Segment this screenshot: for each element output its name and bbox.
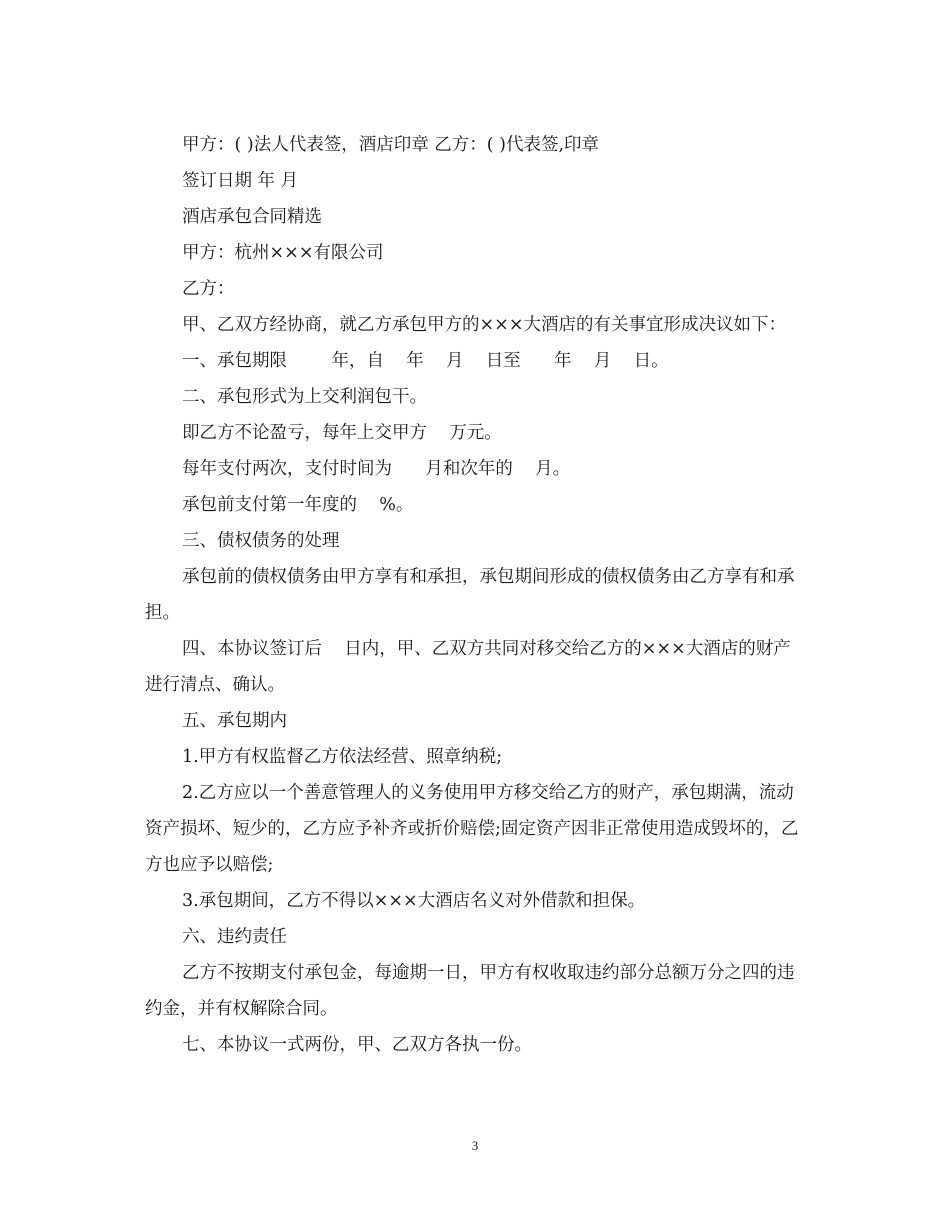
page-number: 3 bbox=[471, 1138, 479, 1153]
clause-form: 二、承包形式为上交利润包干。 bbox=[182, 387, 427, 407]
clause-debts: 承包前的债权债务由甲方享有和承担，承包期间形成的债权债务由乙方享有和承担。 bbox=[145, 567, 795, 623]
party-b: 乙方： bbox=[182, 279, 235, 299]
section-during-term-heading: 五、承包期内 bbox=[182, 711, 287, 731]
contract-title: 酒店承包合同精选 bbox=[182, 207, 322, 227]
clause-annual-payment: 即乙方不论盈亏，每年上交甲方 万元。 bbox=[182, 423, 502, 443]
document-body bbox=[145, 127, 805, 1063]
clause-inventory: 四、本协议签订后 日内，甲、乙双方共同对移交给乙方的×××大酒店的财产进行清点、确认。 bbox=[145, 639, 791, 695]
clause-prepayment: 承包前支付第一年度的 %。 bbox=[182, 495, 414, 515]
preamble: 甲、乙双方经协商，就乙方承包甲方的×××大酒店的有关事宜形成决议如下： bbox=[182, 315, 786, 335]
clause-no-borrowing: 3.承包期间，乙方不得以×××大酒店名义对外借款和担保。 bbox=[182, 891, 646, 911]
clause-term: 一、承包期限 年，自 年 月 日至 年 月 日。 bbox=[182, 351, 669, 371]
signature-line: 甲方：( )法人代表签，酒店印章 乙方：( )代表签,印章 bbox=[182, 135, 600, 155]
signing-date: 签订日期 年 月 bbox=[182, 171, 299, 191]
clause-penalty: 乙方不按期支付承包金，每逾期一日，甲方有权收取违约部分总额万分之四的违约金，并有权解除合同。 bbox=[145, 963, 795, 1019]
clause-supervision: 1.甲方有权监督乙方依法经营、照章纳税; bbox=[182, 747, 503, 767]
party-a: 甲方：杭州×××有限公司 bbox=[182, 243, 384, 263]
clause-payment-schedule: 每年支付两次，支付时间为 月和次年的 月。 bbox=[182, 459, 571, 479]
clause-asset-care: 2.乙方应以一个善意管理人的义务使用甲方移交给乙方的财产，承包期满，流动资产损坏、短少的，乙方应予补齐或折价赔偿;固定资产因非正常使用造成毁坏的，乙方也应予以赔偿; bbox=[145, 783, 799, 875]
section-debts-heading: 三、债权债务的处理 bbox=[182, 531, 340, 551]
section-liability-heading: 六、违约责任 bbox=[182, 927, 287, 947]
clause-copies: 七、本协议一式两份，甲、乙双方各执一份。 bbox=[182, 1035, 532, 1055]
